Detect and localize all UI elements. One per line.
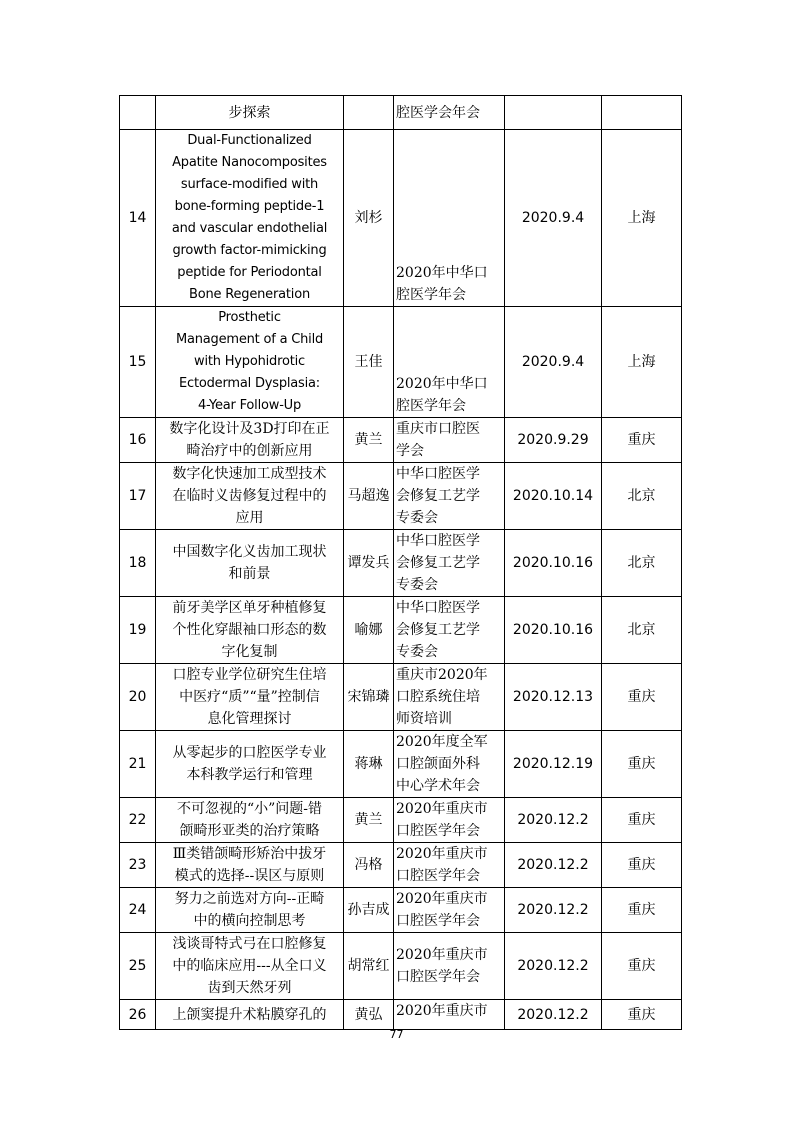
report-title-line: 步探索: [228, 104, 271, 121]
report-title-line: 个性化穿龈袖口形态的数: [172, 622, 327, 638]
report-date: 2020.9.29: [505, 418, 602, 463]
report-title: [156, 463, 344, 530]
conference-name-line: 中华口腔医学: [396, 466, 480, 482]
table-row: [120, 307, 682, 418]
report-title-line: growth factor-mimicking: [172, 243, 327, 258]
conference-name-line: 腔医学年会: [396, 287, 466, 303]
report-date: 2020.12.2: [505, 933, 602, 1000]
conference-name-line: 专委会: [396, 577, 438, 593]
report-date: 2020.10.16: [505, 530, 602, 597]
report-date: 2020.12.13: [505, 664, 602, 731]
conference-name: [394, 798, 505, 843]
report-date: 2020.10.14: [505, 463, 602, 530]
author-name: 冯格: [344, 843, 394, 888]
report-title-line: 模式的选择--误区与原则: [174, 868, 325, 884]
row-number: 22: [120, 798, 156, 843]
conference-name-line: 中心学术年会: [396, 778, 480, 794]
report-title-line: 中的临床应用---从全口义: [172, 958, 327, 974]
table-row: [120, 798, 682, 843]
report-title-line: 中的横向控制思考: [193, 913, 306, 929]
report-title: [156, 933, 344, 1000]
report-date: 2020.12.19: [505, 731, 602, 798]
conference-name: [394, 664, 505, 731]
conference-name: [394, 418, 505, 463]
table-row: [120, 130, 682, 307]
report-title-line: 数字化快速加工成型技术: [172, 466, 327, 482]
report-place: 上海: [602, 307, 682, 418]
conference-name-line: 口腔系统住培: [396, 689, 480, 705]
conference-name-line: 中华口腔医学: [396, 533, 480, 549]
report-title: [156, 530, 344, 597]
table-body: [120, 96, 682, 1030]
conference-name: [394, 96, 505, 130]
author-name: 马超逸: [344, 463, 394, 530]
conference-name: [394, 530, 505, 597]
report-title-line: 口腔专业学位研究生住培: [172, 667, 327, 683]
report-date: 2020.12.2: [505, 1000, 602, 1030]
row-number: 15: [120, 307, 156, 418]
author-name: 黄兰: [344, 418, 394, 463]
report-title: [156, 843, 344, 888]
table-row: [120, 96, 682, 130]
report-title-line: 不可忽视的“小”问题-错: [176, 801, 323, 817]
table-row: [120, 888, 682, 933]
report-place: 重庆: [602, 933, 682, 1000]
report-title-line: 前牙美学区单牙种植修复: [172, 600, 327, 616]
report-title: [156, 96, 344, 130]
report-title: [156, 307, 344, 418]
conference-name: [394, 843, 505, 888]
report-title-line: 从零起步的口腔医学专业: [172, 745, 327, 761]
conference-name-line: 2020年中华口: [396, 265, 488, 281]
report-title-line: 息化管理探讨: [207, 711, 292, 727]
row-number: 23: [120, 843, 156, 888]
conference-name-line: 2020年重庆市: [396, 947, 488, 963]
row-number: 24: [120, 888, 156, 933]
conference-name-line: 2020年重庆市: [396, 1003, 488, 1019]
report-title: [156, 731, 344, 798]
table-row: [120, 418, 682, 463]
report-title-line: 4-Year Follow-Up: [197, 398, 302, 413]
conference-name-line: 中华口腔医学: [396, 600, 480, 616]
table-row: [120, 597, 682, 664]
report-title-line: 中国数字化义齿加工现状: [172, 544, 327, 560]
conference-name: [394, 933, 505, 1000]
report-title: [156, 664, 344, 731]
conference-name-line: 专委会: [396, 510, 438, 526]
author-name: 孙吉成: [344, 888, 394, 933]
report-place: 重庆: [602, 798, 682, 843]
report-place: 重庆: [602, 418, 682, 463]
table-row: [120, 843, 682, 888]
report-date: 2020.12.2: [505, 798, 602, 843]
report-title-line: 在临时义齿修复过程中的: [172, 488, 327, 504]
report-title-line: 努力之前选对方向--正畸: [174, 891, 325, 907]
conference-name: [394, 731, 505, 798]
report-place: 北京: [602, 463, 682, 530]
conference-name: [394, 463, 505, 530]
report-date: 2020.12.2: [505, 888, 602, 933]
report-title-line: 本科教学运行和管理: [186, 767, 313, 783]
report-date: 2020.9.4: [505, 307, 602, 418]
row-number: 16: [120, 418, 156, 463]
report-place: 北京: [602, 597, 682, 664]
author-name: 宋锦璘: [344, 664, 394, 731]
conference-name-line: 学会: [396, 443, 424, 459]
conference-name-line: 会修复工艺学: [396, 488, 480, 504]
conference-name: [394, 130, 505, 307]
report-title-line: Bone Regeneration: [189, 287, 310, 302]
report-place: 重庆: [602, 843, 682, 888]
table-row: [120, 463, 682, 530]
author-name: 刘杉: [344, 130, 394, 307]
report-title: [156, 597, 344, 664]
report-date: [505, 96, 602, 130]
author-name: 王佳: [344, 307, 394, 418]
report-title-line: Ectodermal Dysplasia:: [179, 376, 320, 391]
report-title-line: surface-modified with: [180, 177, 319, 192]
report-title-line: with Hypohidrotic: [194, 354, 305, 369]
report-place: 北京: [602, 530, 682, 597]
table-row: [120, 933, 682, 1000]
conference-name-line: 口腔医学年会: [396, 913, 480, 929]
report-title: [156, 418, 344, 463]
page-number: 77: [389, 1028, 404, 1041]
row-number: 26: [120, 1000, 156, 1030]
report-place: 重庆: [602, 1000, 682, 1030]
report-title: [156, 888, 344, 933]
report-title-line: 字化复制: [221, 644, 278, 660]
report-title-line: 浅谈哥特式弓在口腔修复: [172, 936, 327, 952]
conference-name-line: 重庆市口腔医: [396, 421, 480, 437]
conference-name-line: 2020年度全军: [396, 734, 488, 750]
report-place: 上海: [602, 130, 682, 307]
report-title-line: 数字化设计及3D打印在正: [169, 421, 330, 437]
conference-name-line: 重庆市2020年: [396, 667, 488, 683]
report-place: 重庆: [602, 664, 682, 731]
report-title-line: 齿到天然牙列: [207, 980, 292, 996]
row-number: 19: [120, 597, 156, 664]
author-name: 黄弘: [344, 1000, 394, 1030]
row-number: [120, 96, 156, 130]
author-name: 胡常红: [344, 933, 394, 1000]
report-place: [602, 96, 682, 130]
report-date: 2020.12.2: [505, 843, 602, 888]
row-number: 17: [120, 463, 156, 530]
row-number: 18: [120, 530, 156, 597]
table-row: [120, 664, 682, 731]
author-name: [344, 96, 394, 130]
row-number: 25: [120, 933, 156, 1000]
report-title-line: Ⅲ类错颌畸形矫治中拔牙: [172, 846, 327, 862]
report-title-line: Prosthetic: [218, 310, 281, 325]
author-name: 喻娜: [344, 597, 394, 664]
table-row: [120, 731, 682, 798]
report-title-line: 上颌窦提升术粘膜穿孔的: [172, 1006, 327, 1023]
author-name: 黄兰: [344, 798, 394, 843]
conference-name-line: 专委会: [396, 644, 438, 660]
report-date: 2020.9.4: [505, 130, 602, 307]
conference-name-line: 口腔医学年会: [396, 969, 480, 985]
conference-name-line: 口腔医学年会: [396, 868, 480, 884]
report-title: [156, 130, 344, 307]
conference-name-line: 腔医学年会: [396, 398, 466, 414]
conference-name-line: 2020年重庆市: [396, 801, 488, 817]
report-title-line: Dual-Functionalized: [187, 133, 312, 148]
report-place: 重庆: [602, 731, 682, 798]
conference-name-line: 2020年中华口: [396, 376, 488, 392]
table-row: [120, 530, 682, 597]
report-date: 2020.10.16: [505, 597, 602, 664]
report-title: [156, 1000, 344, 1030]
conference-name-line: 会修复工艺学: [396, 555, 480, 571]
conference-name: [394, 888, 505, 933]
report-title-line: and vascular endothelial: [171, 221, 328, 236]
report-title-line: 中医疗“质”“量”控制信: [179, 689, 320, 705]
conference-name-line: 腔医学会年会: [396, 104, 480, 121]
conference-name: [394, 597, 505, 664]
conference-name: [394, 307, 505, 418]
conference-name-line: 会修复工艺学: [396, 622, 480, 638]
report-title-line: Management of a Child: [175, 332, 324, 347]
author-name: 蒋琳: [344, 731, 394, 798]
report-title-line: 颌畸形亚类的治疗策略: [179, 823, 320, 839]
conference-name-line: 2020年重庆市: [396, 891, 488, 907]
document-table: [119, 95, 682, 1030]
conference-name-line: 2020年重庆市: [396, 846, 488, 862]
author-name: 谭发兵: [344, 530, 394, 597]
report-title-line: 应用: [235, 510, 264, 526]
report-place: 重庆: [602, 888, 682, 933]
row-number: 14: [120, 130, 156, 307]
conference-name-line: 口腔医学年会: [396, 823, 480, 839]
row-number: 20: [120, 664, 156, 731]
conference-name: [394, 1000, 505, 1030]
report-title-line: peptide for Periodontal: [177, 265, 322, 280]
report-title-line: bone-forming peptide-1: [174, 199, 325, 214]
conference-name-line: 师资培训: [396, 711, 452, 727]
report-title-line: Apatite Nanocomposites: [172, 155, 327, 170]
report-title-line: 畸治疗中的创新应用: [186, 443, 313, 459]
report-title: [156, 798, 344, 843]
row-number: 21: [120, 731, 156, 798]
report-title-line: 和前景: [228, 566, 271, 582]
conference-name-line: 口腔颌面外科: [396, 756, 480, 772]
table-row: [120, 1000, 682, 1030]
